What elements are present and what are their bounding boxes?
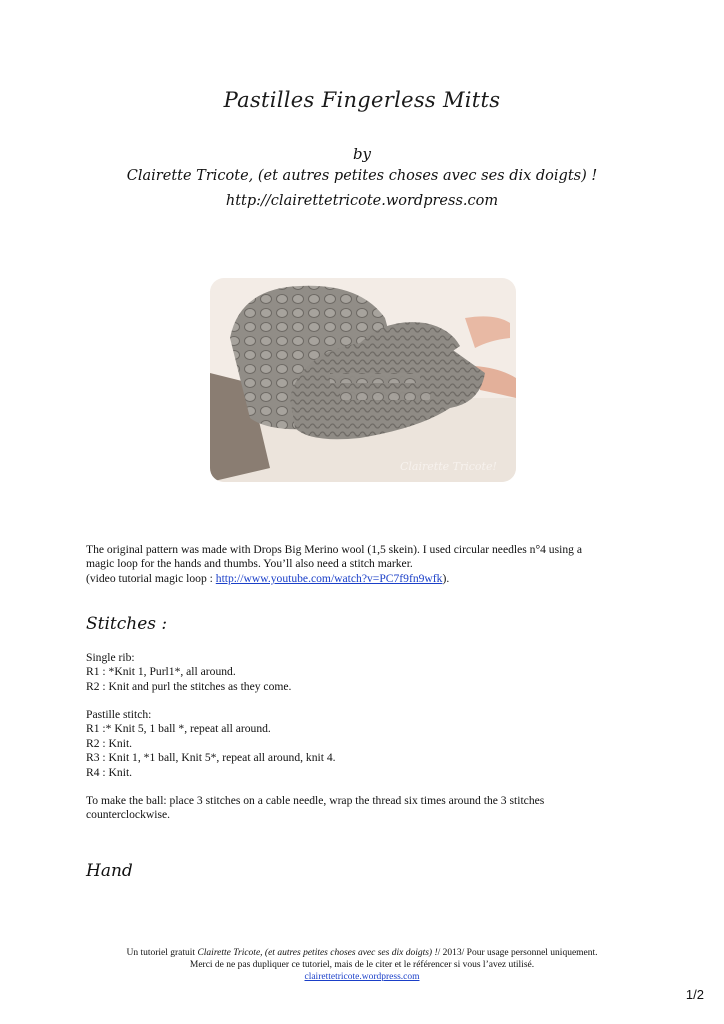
single-rib-title: Single rib:: [86, 651, 135, 664]
intro-paragraph: [86, 543, 646, 586]
pastille-row: R3 : Knit 1, *1 ball, Knit 5*, repeat all around, knit 4.: [86, 751, 336, 765]
footer-author: Clairette Tricote, (et autres petites choses avec ses dix doigts) !: [197, 948, 438, 958]
intro-line: [86, 572, 646, 586]
pastille-row: R1 :* Knit 5, 1 ball *, repeat all around.: [86, 722, 271, 736]
stitches-heading: Stitches :: [86, 614, 168, 634]
ball-instructions: [86, 794, 544, 823]
author-name: Clairette Tricote, (et autres petites choses avec ses dix doigts) !: [126, 168, 598, 184]
pastille-row: R2 : Knit.: [86, 736, 133, 750]
photo-watermark: Clairette Tricote!: [400, 460, 497, 473]
intro-line: magic loop for the hands and thumbs. You’ll also need a stitch marker.: [86, 557, 413, 571]
byline-by: by: [352, 145, 372, 163]
single-rib-section: [86, 651, 291, 694]
intro-line: The original pattern was made with Drops Big Merino wool (1,5 skein). I used circular needles n°4 using a: [86, 543, 582, 556]
pastille-stitch-section: [86, 708, 336, 780]
single-rib-row: R1 : *Knit 1, Purl1*, all around.: [86, 665, 236, 679]
mitts-photo: [210, 278, 516, 482]
document-title: Pastilles Fingerless Mitts: [223, 88, 501, 112]
pastille-row: R4 : Knit.: [86, 765, 133, 779]
hand-heading: Hand: [86, 861, 133, 881]
author-website[interactable]: http://clairettetricote.wordpress.com: [225, 193, 499, 209]
ball-line: counterclockwise.: [86, 808, 171, 822]
footer-line: [0, 947, 724, 959]
video-tutorial-link[interactable]: http://www.youtube.com/watch?v=PC7f9fn9wfk: [215, 571, 443, 585]
mitts-illustration: [210, 278, 516, 482]
footer-link[interactable]: clairettetricote.wordpress.com: [304, 972, 420, 982]
intro-line-prefix: (video tutorial magic loop :: [86, 571, 216, 585]
pastille-title: Pastille stitch:: [86, 708, 152, 721]
footer-text: / 2013/ Pour usage personnel uniquement.: [437, 948, 598, 958]
ball-line: To make the ball: place 3 stitches on a cable needle, wrap the thread six times around the 3 stitches: [86, 794, 545, 807]
single-rib-row: R2 : Knit and purl the stitches as they come.: [86, 679, 292, 693]
page-footer: [0, 947, 724, 983]
footer-text: Un tutoriel gratuit: [126, 948, 198, 958]
page-number: 1/2: [685, 987, 704, 1002]
footer-line: Merci de ne pas dupliquer ce tutoriel, mais de le citer et le référencer si vous l’avez utilisé.: [189, 960, 535, 970]
intro-line-suffix: ).: [442, 571, 450, 585]
